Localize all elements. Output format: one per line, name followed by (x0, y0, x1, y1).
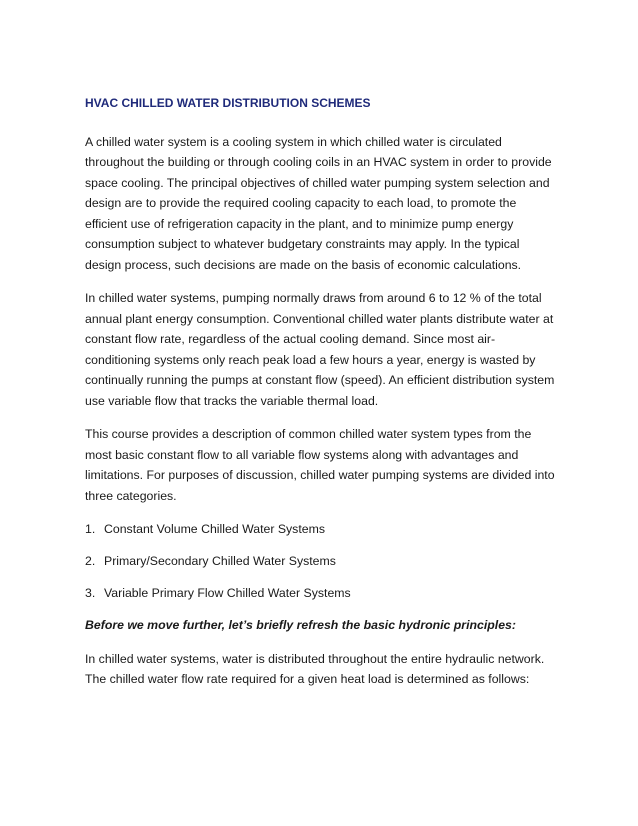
list-item-text: Variable Primary Flow Chilled Water Systems (104, 586, 351, 600)
list-item-text: Constant Volume Chilled Water Systems (104, 522, 325, 536)
list-item-text: Primary/Secondary Chilled Water Systems (104, 554, 336, 568)
list-item-number: 2. (85, 554, 96, 568)
document-title: HVAC CHILLED WATER DISTRIBUTION SCHEMES (85, 96, 371, 110)
paragraph-course-description: This course provides a description of common chilled water system types from the most basic constant flow to all variable flow systems along with advantages and limitations. For purposes of discussion, chilled water pumping systems are divided into three categories. (85, 427, 555, 503)
list-item (85, 519, 555, 540)
emphasis-heading: Before we move further, let’s briefly refresh the basic hydronic principles: (85, 618, 516, 632)
paragraph-pumping-energy: In chilled water systems, pumping normally draws from around 6 to 12 % of the total annual plant energy consumption. Conventional chilled water plants distribute water at constant flow rate, regardless of the actual cooling demand. Since most air-conditioning systems only reach peak load a few hours a year, energy is wasted by continually running the pumps at constant flow (speed). An efficient distribution system use variable flow that tracks the variable thermal load. (85, 291, 555, 408)
list-item (85, 583, 555, 604)
list-item-number: 3. (85, 586, 96, 600)
system-categories-list (85, 519, 555, 604)
document-page (85, 93, 555, 703)
paragraph-closing: In chilled water systems, water is distributed throughout the entire hydraulic network. The chilled water flow rate required for a given heat load is determined as follows: (85, 651, 545, 686)
list-item (85, 551, 555, 572)
list-item-number: 1. (85, 522, 96, 536)
paragraph-intro: A chilled water system is a cooling system in which chilled water is circulated throughout the building or through cooling coils in an HVAC system in order to provide space cooling. The principal objectives of chilled water pumping system selection and design are to provide the required cooling capacity to each load, to promote the efficient use of refrigeration capacity in the plant, and to minimize pump energy consumption subject to whatever budgetary constraints may apply. In the typical design process, such decisions are made on the basis of economic calculations. (85, 134, 552, 272)
